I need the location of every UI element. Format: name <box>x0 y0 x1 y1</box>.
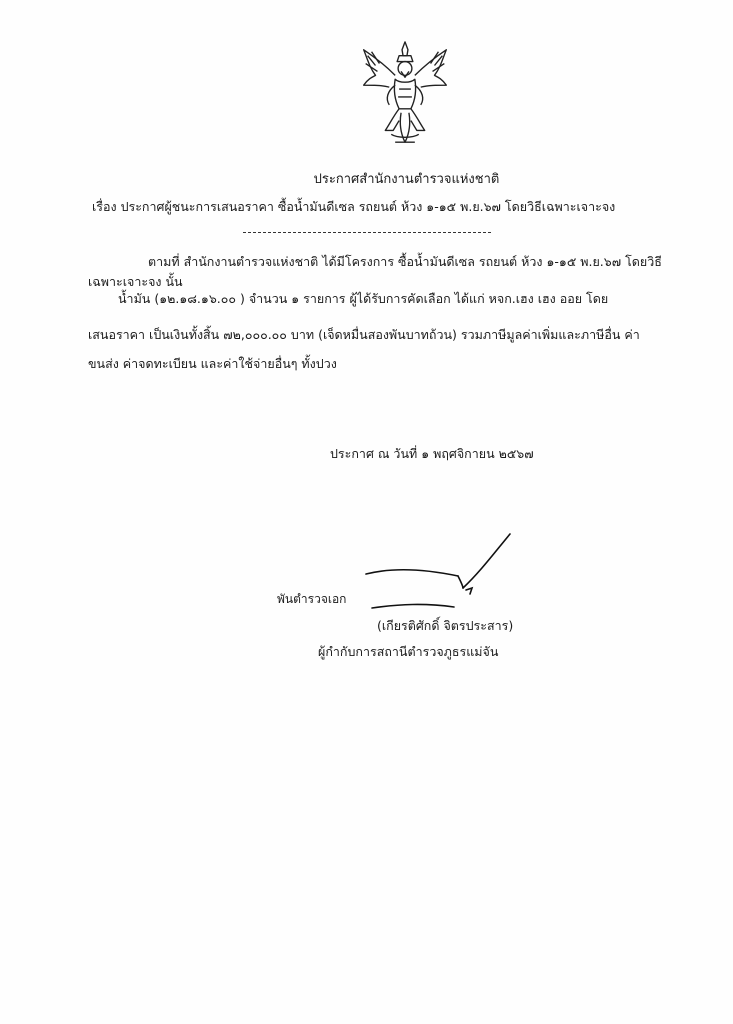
garuda-emblem-icon <box>346 36 464 154</box>
document-agency-heading: ประกาศสำนักงานตำรวจแห่งชาติ <box>313 172 500 187</box>
body-line-4: เสนอราคา เป็นเงินทั้งสิ้น ๗๒,๐๐๐.๐๐ บาท (เจ็ดหมื่นสองพันบาทถ้วน) รวมภาษีมูลค่าเพิ่มและภาษีอื่น ค่า <box>88 327 640 342</box>
signer-rank: พันตำรวจเอก <box>277 592 347 606</box>
body-line-5: ขนส่ง ค่าจดทะเบียน และค่าใช้จ่ายอื่นๆ ทั้งปวง <box>88 356 337 371</box>
signer-name: (เกียรติศักดิ์ จิตรประสาร) <box>377 618 514 633</box>
body-line-3: น้ำมัน (๑๒.๑๘.๑๖.๐๐ ) จำนวน ๑ รายการ ผู้ได้รับการคัดเลือก ได้แก่ หจก.เฮง เฮง ออย โดย <box>118 291 609 306</box>
signer-position: ผู้กำกับการสถานีตำรวจภูธรแม่จัน <box>318 644 499 659</box>
document-subject: เรื่อง ประกาศผู้ชนะการเสนอราคา ซื้อน้ำมันดีเซล รถยนต์ ห้วง ๑-๑๕ พ.ย.๖๗ โดยวิธีเฉพาะเจาะจง <box>92 199 616 214</box>
body-line-2: เฉพาะเจาะจง นั้น <box>88 274 183 289</box>
body-line-1: ตามที่ สำนักงานตำรวจแห่งชาติ ได้มีโครงการ ซื้อน้ำมันดีเซล รถยนต์ ห้วง ๑-๑๕ พ.ย.๖๗ โดยวิธี <box>148 254 662 269</box>
divider-line <box>243 232 491 233</box>
announcement-date: ประกาศ ณ วันที่ ๑ พฤศจิกายน ๒๕๖๗ <box>330 446 534 461</box>
signature-icon <box>330 530 520 610</box>
